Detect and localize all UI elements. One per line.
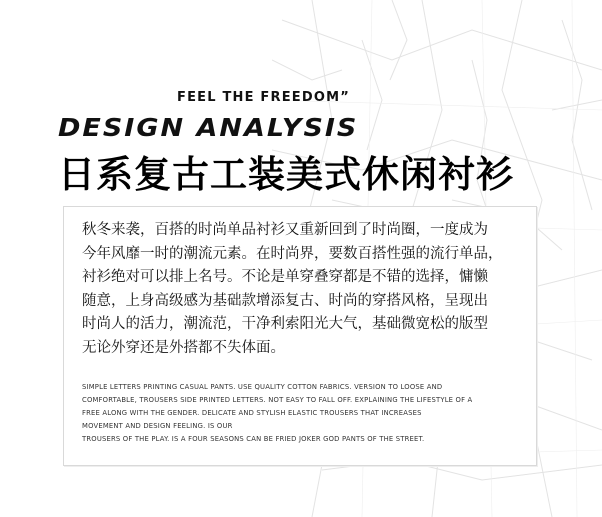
chinese-description: [82, 219, 532, 360]
chinese-heading: 日系复古工装美式休闲衬衫: [58, 153, 514, 196]
chinese-description-line: 时尚人的活力，潮流范，干净利索阳光大气，基础微宽松的版型: [82, 316, 488, 332]
chinese-description-line: 衬衫绝对可以排上名号。不论是单穿叠穿都是不错的选择，慵懒: [82, 269, 488, 285]
description-panel: [63, 206, 537, 466]
english-heading: DESIGN ANALYSIS: [58, 114, 359, 143]
chinese-description-line: 无论外穿还是外搭都不失体面。: [82, 339, 285, 356]
english-description-line: TROUSERS OF THE PLAY. IS A FOUR SEASONS CAN BE FRIED JOKER GOD PANTS OF THE STREET.: [82, 435, 425, 443]
chinese-description-line: 今年风靡一时的潮流元素。在时尚界，要数百搭性强的流行单品，: [82, 245, 503, 262]
english-description-line: SIMPLE LETTERS PRINTING CASUAL PANTS. USE QUALITY COTTON FABRICS. VERSION TO LOOSE AND: [82, 383, 443, 391]
english-description-line: FREE ALONG WITH THE GENDER. DELICATE AND STYLISH ELASTIC TROUSERS THAT INCREASES: [82, 409, 422, 417]
english-description: [82, 381, 532, 446]
english-description-line: COMFORTABLE, TROUSERS SIDE PRINTED LETTERS. NOT EASY TO FALL OFF. EXPLAINING THE LIFESTYLE OF A: [82, 396, 473, 404]
english-description-line: MOVEMENT AND DESIGN FEELING. IS OUR: [82, 422, 233, 430]
chinese-description-line: 随意，上身高级感为基础款增添复古、时尚的穿搭风格，呈现出: [82, 292, 488, 309]
chinese-description-line: 秋冬来袭，百搭的时尚单品衬衫又重新回到了时尚圈，一度成为: [82, 222, 488, 238]
tagline: FEEL THE FREEDOM”: [177, 90, 350, 105]
